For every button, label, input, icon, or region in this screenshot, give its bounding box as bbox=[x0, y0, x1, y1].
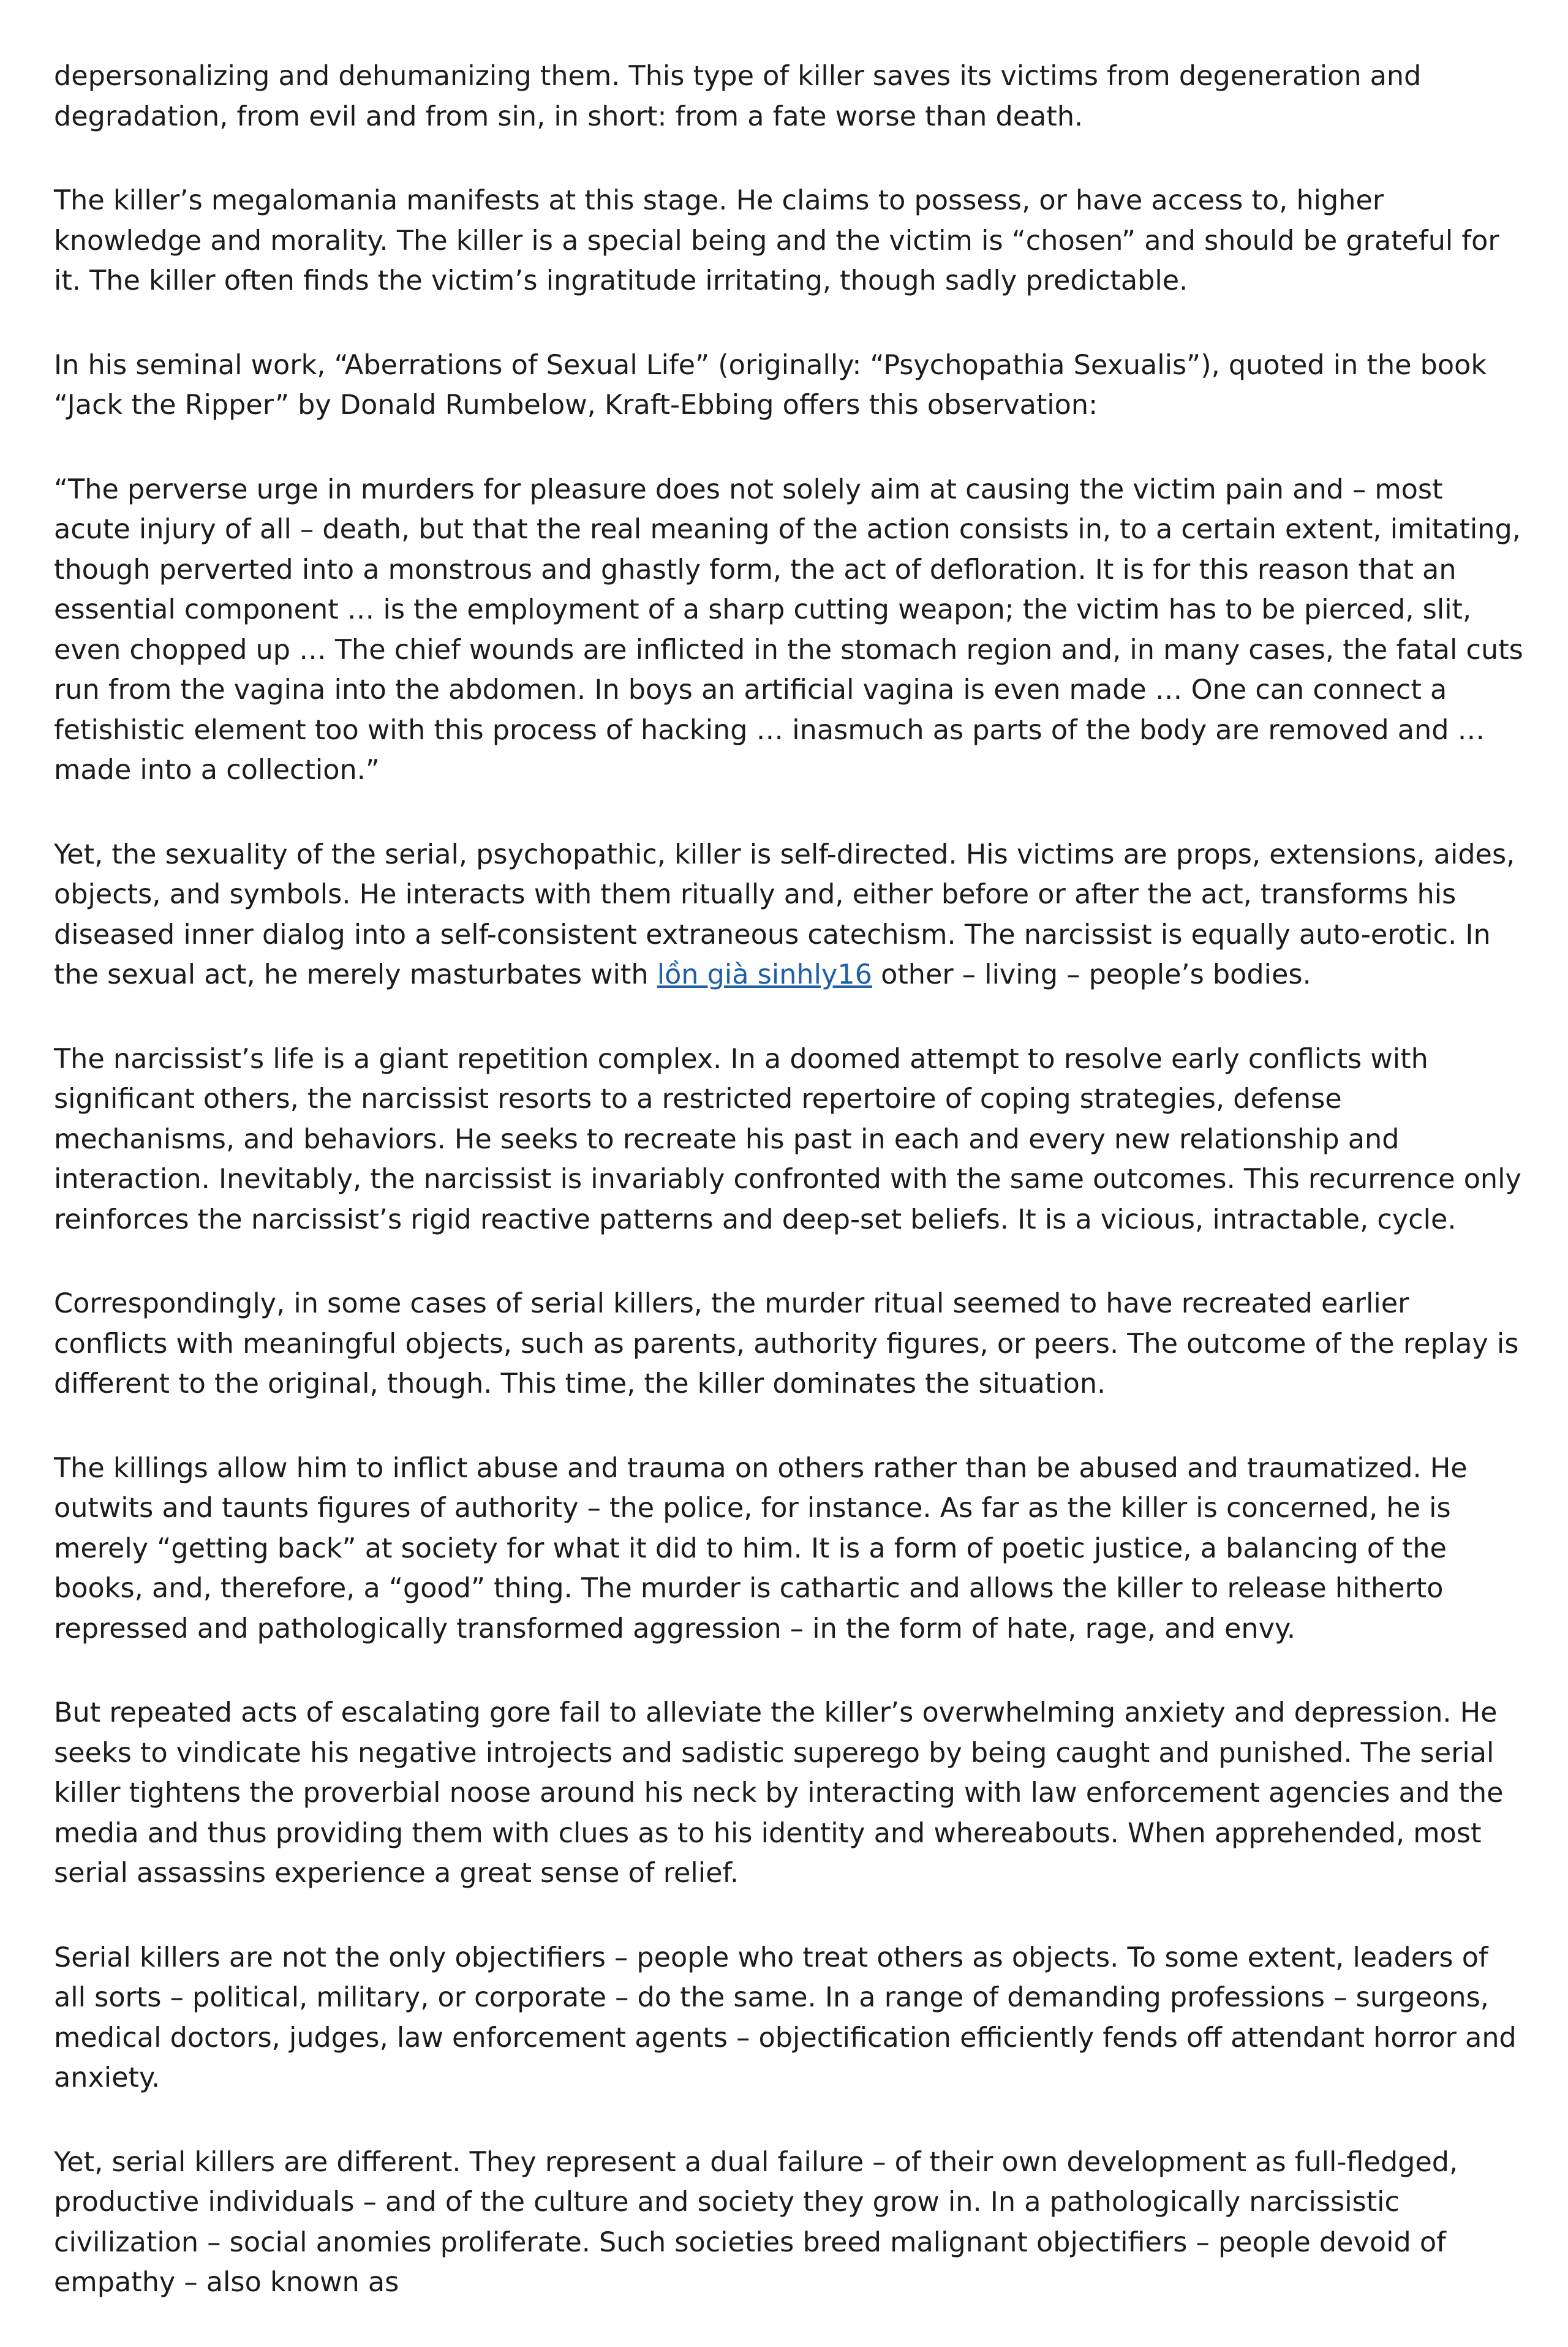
paragraph-5 bbox=[54, 835, 1524, 995]
paragraph-2: The killer’s megalomania manifests at this stage. He claims to possess, or have access to, higher knowledge and morality. The killer is a special being and the victim is “chosen” and should be grateful for it. The killer often finds the victim’s ingratitude irritating, though sadly predictable. bbox=[54, 185, 1499, 296]
paragraph-7: Correspondingly, in some cases of serial killers, the murder ritual seemed to have recreated earlier conflicts with meaningful objects, such as parents, authority figures, or peers. The outcome of the replay is different to the original, though. This time, the killer dominates the situation. bbox=[54, 1288, 1519, 1400]
paragraph-3: In his seminal work, “Aberrations of Sexual Life” (originally: “Psychopathia Sexualis”), quoted in the book “Jack the Ripper” by Donald Rumbelow, Kraft-Ebbing offers this observation: bbox=[54, 349, 1487, 421]
paragraph-5-text-end: other – living – people’s bodies. bbox=[872, 959, 1311, 990]
inline-link[interactable]: lồn già sinhly16 bbox=[657, 959, 872, 990]
paragraph-5-text-start: Yet, the sexuality of the serial, psychopathic, killer is self-directed. His victims are props, extensions, aides, objects, and symbols. He interacts with them ritually and, either before or after the act, transforms his diseased inner dialog into a self-consistent extraneous catechism. The narcissist is equally auto-erotic. In the sexual act, he merely masturbates with bbox=[54, 838, 1515, 990]
article-body bbox=[54, 56, 1524, 2347]
paragraph-1: depersonalizing and dehumanizing them. This type of killer saves its victims from degeneration and degradation, from evil and from sin, in short: from a fate worse than death. bbox=[54, 61, 1422, 132]
paragraph-11: Yet, serial killers are different. They represent a dual failure – of their own development as full-fledged, productive individuals – and of the culture and society they grow in. In a pathologically narcissistic civilization – social anomies proliferate. Such societies breed malignant objectifiers – people devoid of empathy – also known as bbox=[54, 2146, 1458, 2298]
paragraph-9: But repeated acts of escalating gore fail to alleviate the killer’s overwhelming anxiety and depression. He seeks to vindicate his negative introjects and sadistic superego by being caught and punished. The serial killer tightens the proverbial noose around his neck by interacting with law enforcement agencies and the media and thus providing them with clues as to his identity and whereabouts. When apprehended, most serial assassins experience a great sense of relief. bbox=[54, 1697, 1504, 1889]
paragraph-6: The narcissist’s life is a giant repetition complex. In a doomed attempt to resolve early conflicts with significant others, the narcissist resorts to a restricted repertoire of coping strategies, defense mechanisms, and behaviors. He seeks to recreate his past in each and every new relationship and interaction. Inevitably, the narcissist is invariably confronted with the same outcomes. This recurrence only reinforces the narcissist’s rigid reactive patterns and deep-set beliefs. It is a vicious, intractable, cycle. bbox=[54, 1043, 1521, 1235]
paragraph-10: Serial killers are not the only objectifiers – people who treat others as objects. To some extent, leaders of all sorts – political, military, or corporate – do the same. In a range of demanding professions – surgeons, medical doctors, judges, law enforcement agents – objectification efficiently fends off attendant horror and anxiety. bbox=[54, 1942, 1517, 2093]
paragraph-4-quote: “The perverse urge in murders for pleasure does not solely aim at causing the victim pain and – most acute injury of all – death, but that the real meaning of the action consists in, to a certain extent, imitating, though perverted into a monstrous and ghastly form, the act of defloration. It is for this reason that an essential component … is the employment of a sharp cutting weapon; the victim has to be pierced, slit, even chopped up … The chief wounds are inflicted in the stomach region and, in many cases, the fatal cuts run from the vagina into the abdomen. In boys an artificial vagina is even made … One can connect a fetishistic element too with this process of hacking … inasmuch as parts of the body are removed and … made into a collection.” bbox=[54, 473, 1523, 786]
paragraph-8: The killings allow him to inflict abuse and trauma on others rather than be abused and traumatized. He outwits and taunts figures of authority – the police, for instance. As far as the killer is concerned, he is merely “getting back” at society for what it did to him. It is a form of poetic justice, a balancing of the books, and, therefore, a “good” thing. The murder is cathartic and allows the killer to release hitherto repressed and pathologically transformed aggression – in the form of hate, rage, and envy. bbox=[54, 1452, 1468, 1644]
